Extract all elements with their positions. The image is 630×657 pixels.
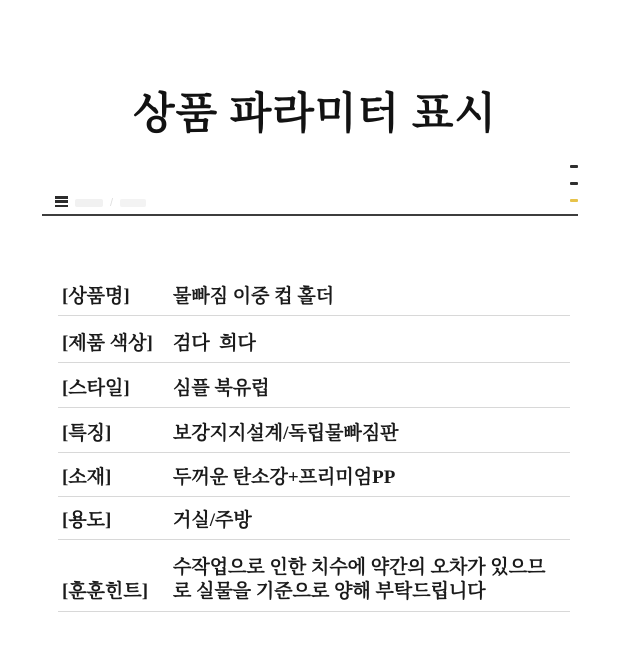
table-row [58, 316, 570, 363]
breadcrumb-segment [120, 199, 146, 207]
hamburger-bar [55, 200, 68, 203]
breadcrumb-separator: / [110, 196, 114, 209]
dash-mark [570, 165, 578, 168]
param-label: [상품명] [62, 286, 130, 307]
table-row [58, 540, 570, 612]
param-value: 거실/주방 [173, 510, 252, 531]
param-value: 심플 북유럽 [173, 378, 270, 399]
param-value: 물빠짐 이중 컵 홀더 [173, 286, 335, 307]
side-marks [570, 165, 578, 216]
table-row [58, 497, 570, 540]
param-value: 보강지지설계/독립물빠짐판 [173, 423, 399, 444]
param-label: [용도] [62, 510, 112, 531]
hamburger-menu-icon[interactable] [55, 196, 68, 207]
param-label: [제품 색상] [62, 333, 153, 354]
table-row [58, 408, 570, 453]
param-label: [특징] [62, 423, 112, 444]
breadcrumb-segment [75, 199, 103, 207]
breadcrumb[interactable] [75, 197, 146, 208]
dash-mark-active [570, 199, 578, 202]
dash-mark [570, 182, 578, 185]
hamburger-bar [55, 196, 68, 199]
param-label: [스타일] [62, 378, 130, 399]
page-title: 상품 파라미터 표시 [133, 91, 497, 138]
table-row [58, 453, 570, 497]
hamburger-bar [55, 205, 68, 208]
table-row [58, 269, 570, 316]
param-label: [훈훈힌트] [62, 581, 149, 602]
table-row [58, 363, 570, 408]
param-value: 수작업으로 인한 치수에 약간의 오차가 있으므로 실물을 기준으로 양해 부탁드립니다 [173, 557, 546, 602]
param-value: 두꺼운 탄소강+프리미엄PP [173, 467, 396, 488]
param-label: [소재] [62, 467, 112, 488]
parameter-table [58, 269, 570, 612]
param-value: 검다 희다 [173, 333, 256, 354]
toolbar [42, 158, 578, 216]
